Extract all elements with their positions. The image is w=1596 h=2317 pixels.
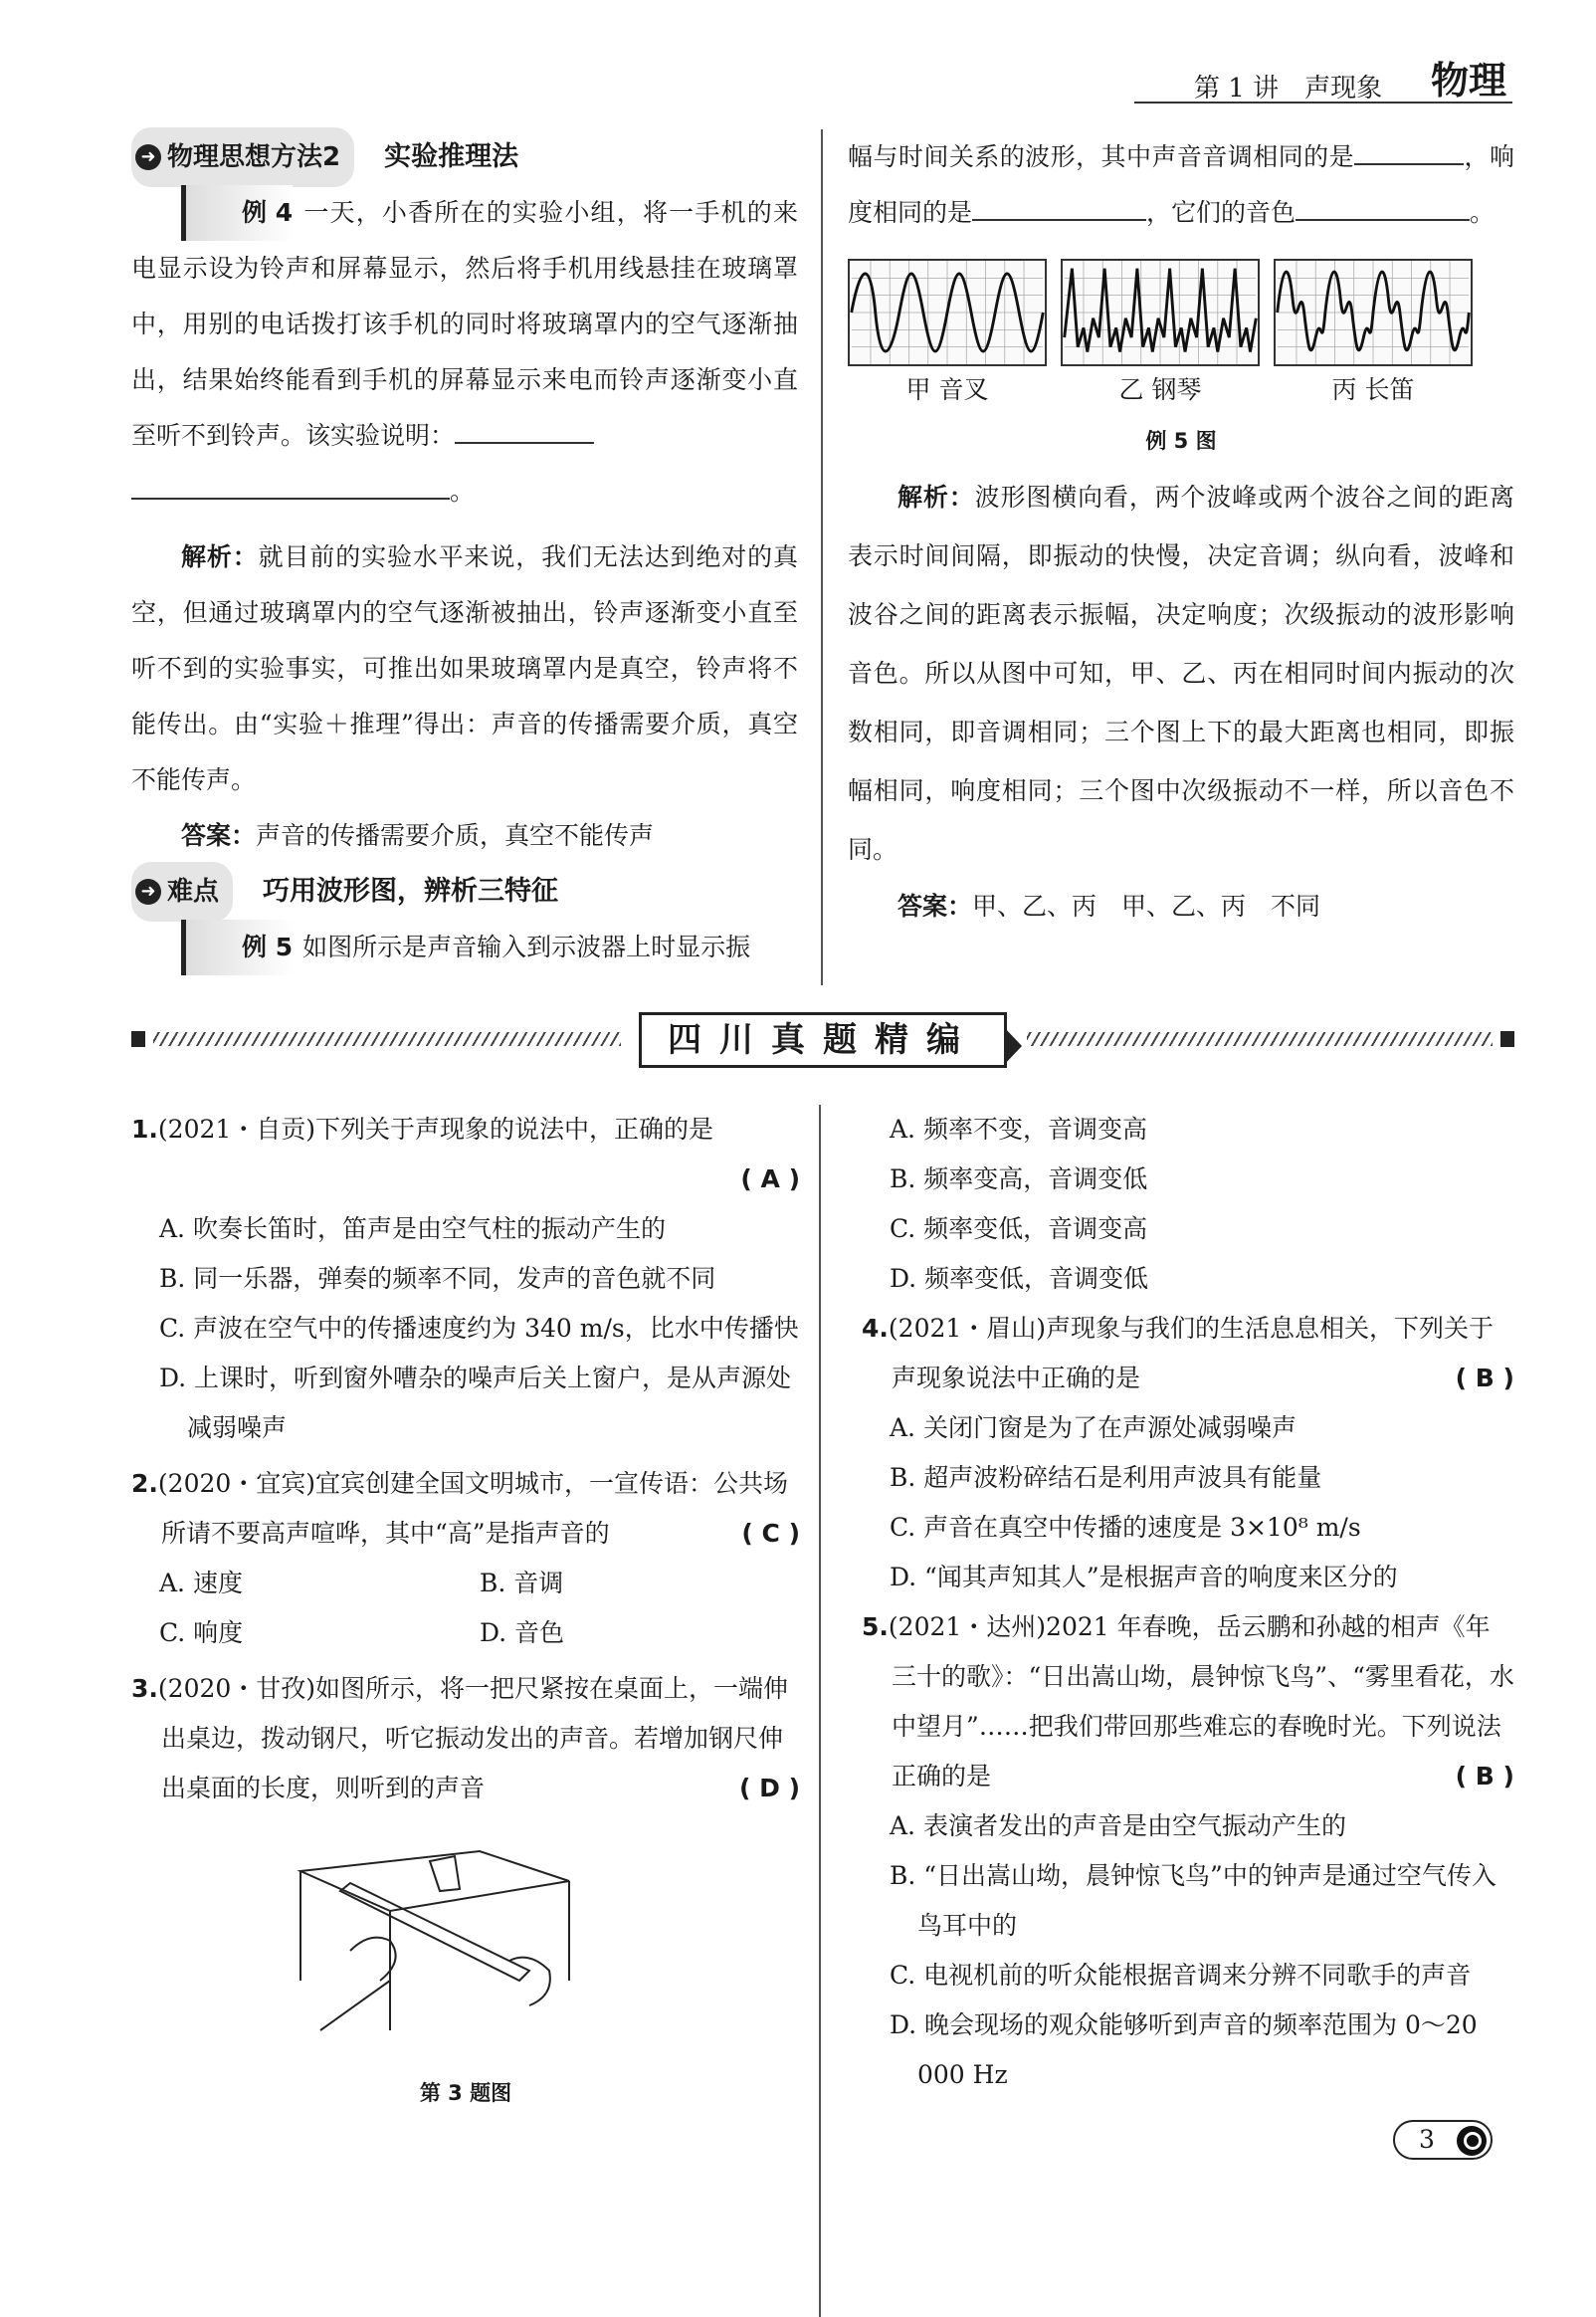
option: D. 频率变低，音调变低 <box>890 1264 1149 1293</box>
column-divider <box>821 129 823 985</box>
difficulty-pill <box>131 862 233 922</box>
question-5-answer: ( B ) <box>1455 1762 1514 1790</box>
question-number: 2. <box>131 1469 158 1498</box>
analysis-label: 解析： <box>898 483 975 512</box>
waveform-chart-3 <box>1274 259 1473 366</box>
waveform-chart-1 <box>848 259 1047 366</box>
header-rule <box>1134 102 1512 104</box>
waveform-label: 丙 长笛 <box>1331 375 1415 404</box>
page-number: 3 <box>1419 2125 1435 2154</box>
question-source: (2020・宜宾) <box>157 1469 316 1498</box>
question-2-answer: ( C ) <box>741 1519 800 1548</box>
questions-right <box>862 1105 1514 2100</box>
question-1 <box>131 1105 800 1155</box>
answer-label: 答案： <box>181 821 257 850</box>
option: C. 电视机前的听众能根据音调来分辨不同歌手的声音 <box>890 1961 1472 1990</box>
method-pill <box>131 127 354 187</box>
timbre-blank <box>1296 196 1470 221</box>
question-number: 1. <box>131 1115 158 1144</box>
section-banner <box>131 1010 1514 1070</box>
question-3 <box>131 1664 800 1813</box>
option: A. 关闭门窗是为了在声源处减弱噪声 <box>890 1413 1297 1442</box>
page-number-badge <box>1393 2120 1493 2160</box>
option: C. 频率变低，音调变高 <box>890 1214 1148 1243</box>
example5-paragraph <box>131 920 798 975</box>
option: B. 音调 <box>480 1569 564 1597</box>
method-title: 实验推理法 <box>384 141 519 172</box>
option: D. “闻其声知其人”是根据声音的响度来区分的 <box>890 1563 1398 1591</box>
question-2 <box>131 1459 800 1559</box>
waveform-figure <box>848 259 1514 414</box>
question-source: (2021・眉山) <box>888 1314 1047 1343</box>
analysis-label: 解析： <box>181 542 259 571</box>
question-3-answer: ( D ) <box>738 1774 800 1802</box>
figure-caption: 例 5 图 <box>1145 429 1217 453</box>
question-stem: 声现象与我们的生活息息相关，下列关于声现象说法中正确的是 <box>892 1314 1495 1392</box>
waveform-label: 乙 钢琴 <box>1118 375 1202 404</box>
option: B. 同一乐器，弹奏的频率不同，发声的音色就不同 <box>159 1264 716 1293</box>
option: A. 表演者发出的声音是由空气振动产生的 <box>890 1811 1346 1840</box>
example4-analysis <box>131 529 798 808</box>
method-section-heading <box>131 129 798 185</box>
banner-zigzag-right <box>1027 1032 1493 1046</box>
example4-tag: 例 4 <box>181 185 293 241</box>
option: D. 晚会现场的观众能够听到声音的频率范围为 0～20 000 Hz <box>890 2010 1478 2089</box>
ruler-on-table-illustration <box>281 1831 579 2040</box>
example5-end: 。 <box>1470 198 1496 227</box>
question-2-options-row-2 <box>131 1608 800 1658</box>
option: A. 频率不变，音调变高 <box>890 1115 1147 1144</box>
answer-text: 声音的传播需要介质，真空不能传声 <box>256 821 655 850</box>
example4-end-line <box>131 464 798 520</box>
option: C. 声音在真空中传播的速度是 3×10⁸ m/s <box>890 1513 1361 1542</box>
pitch-blank <box>1354 140 1464 165</box>
method-pill-label: 物理思想方法2 <box>167 142 341 172</box>
question-source: (2021・达州) <box>888 1612 1047 1641</box>
example4-text: 一天，小香所在的实验小组，将一手机的来电显示设为铃声和屏幕显示，然后将手机用线悬挂在玻璃罩中，用别的电话拨打该手机的同时将玻璃罩内的空气逐渐抽出，结果始终能看到手机的屏幕显示来电而铃声逐渐变小直至听不到铃声。该实验说明： <box>131 198 798 450</box>
example4-answer-blank-2 <box>131 475 450 500</box>
waveform-flute <box>1274 259 1473 414</box>
waveform-chart-2 <box>1061 259 1260 366</box>
answer-text: 甲、乙、丙 甲、乙、丙 不同 <box>972 892 1321 921</box>
example5-text: 如图所示是声音输入到示波器上时显示振 <box>302 933 751 961</box>
banner-square-left <box>131 1031 145 1047</box>
option: B. “日出嵩山坳，晨钟惊飞鸟”中的钟声是通过空气传入鸟耳中的 <box>890 1861 1496 1940</box>
banner-zigzag-left <box>153 1032 621 1046</box>
question-5 <box>862 1602 1514 1801</box>
question-4 <box>862 1304 1514 1403</box>
figure-caption: 第 3 题图 <box>419 2081 512 2105</box>
left-column <box>131 129 798 975</box>
waveform-label: 甲 音叉 <box>905 375 989 404</box>
magnifier-icon <box>1457 2126 1487 2156</box>
right-column <box>848 129 1514 935</box>
question-source: (2020・甘孜) <box>157 1674 316 1703</box>
question-stem: 下列关于声现象的说法中，正确的是 <box>315 1115 714 1144</box>
option: C. 响度 <box>159 1618 244 1647</box>
subject-title: 物理 <box>1430 59 1506 103</box>
difficulty-pill-label: 难点 <box>167 877 220 907</box>
analysis-text: 波形图横向看，两个波峰或两个波谷之间的距离表示时间间隔，即振动的快慢，决定音调；纵向看，波峰和波谷之间的距离表示振幅，决定响度；次级振动的波形影响音色。所以从图中可知，甲、乙、丙在相同时间内振动的次数相同，即音调相同；三个图上下的最大距离也相同，即振幅相同，响度相同；三个图中次级振动不一样，所以音色不同。 <box>848 483 1514 864</box>
example5-text-cont3: 度相同的是 <box>848 198 973 227</box>
banner-title: 四川真题精编 <box>639 1012 1007 1068</box>
example4-paragraph <box>131 185 798 464</box>
arrow-right-icon: ➜ <box>135 879 161 905</box>
example5-text-cont2: ，响 <box>1464 142 1514 171</box>
waveform-piano <box>1061 259 1260 414</box>
option: C. 声波在空气中的传播速度约为 340 m/s，比水中传播快 <box>159 1314 799 1343</box>
option: D. 音色 <box>480 1618 565 1647</box>
question-2-options-row-1 <box>131 1559 800 1608</box>
question-4-answer: ( B ) <box>1455 1364 1514 1392</box>
example5-answer <box>848 879 1514 935</box>
answer-label: 答案： <box>898 892 973 921</box>
lecture-title: 第 1 讲 声现象 <box>1194 74 1383 104</box>
example5-text-cont1: 幅与时间关系的波形，其中声音音调相同的是 <box>848 142 1355 171</box>
waveform-tuning-fork <box>848 259 1047 414</box>
difficulty-title: 巧用波形图，辨析三特征 <box>263 876 559 907</box>
question-column-divider <box>819 1105 821 2317</box>
question-number: 4. <box>862 1314 889 1343</box>
question-stem: 宜宾创建全国文明城市，一宣传语：公共场所请不要高声喧哗，其中“高”是指声音的 <box>161 1469 789 1548</box>
example5-tag: 例 5 <box>181 920 293 975</box>
example4-end-mark: 。 <box>450 477 476 506</box>
option: A. 吹奏长笛时，笛声是由空气柱的振动产生的 <box>159 1214 666 1243</box>
question-stem: 2021 年春晚，岳云鹏和孙越的相声《年三十的歌》：“日出嵩山坳，晨钟惊飞鸟”、“雾里看花，水中望月”……把我们带回那些难忘的春晚时光。下列说法正确的是 <box>892 1612 1514 1790</box>
option: A. 速度 <box>159 1569 243 1597</box>
example4-answer-blank <box>455 419 594 444</box>
banner-square-right <box>1500 1031 1514 1047</box>
difficulty-section-heading <box>131 864 798 920</box>
question-number: 3. <box>131 1674 158 1703</box>
example5-cont <box>848 129 1514 241</box>
question-source: (2021・自贡) <box>157 1115 316 1144</box>
option: D. 上课时，听到窗外嘈杂的噪声后关上窗户，是从声源处减弱噪声 <box>159 1364 792 1442</box>
question-stem: 如图所示，将一把尺紧按在桌面上，一端伸出桌边，拨动钢尺，听它振动发出的声音。若增加钢尺伸出桌面的长度，则听到的声音 <box>161 1674 789 1802</box>
analysis-text: 就目前的实验水平来说，我们无法达到绝对的真空，但通过玻璃罩内的空气逐渐被抽出，铃声逐渐变小直至听不到的实验事实，可推出如果玻璃罩内是真空，铃声将不能传出。由“实验＋推理”得出：声音的传播需要介质，真空不能传声。 <box>131 542 798 794</box>
question-1-answer: ( A ) <box>740 1164 800 1193</box>
option: B. 频率变高，音调变低 <box>890 1164 1148 1193</box>
example5-analysis <box>848 468 1514 879</box>
example4-answer <box>131 808 798 864</box>
arrow-right-icon: ➜ <box>135 144 161 170</box>
loudness-blank <box>972 196 1146 221</box>
questions-left <box>131 1105 800 2115</box>
option: B. 超声波粉碎结石是利用声波具有能量 <box>890 1463 1322 1492</box>
example5-text-cont4: ，它们的音色 <box>1146 198 1297 227</box>
page-header <box>1134 40 1512 104</box>
question-number: 5. <box>862 1612 889 1641</box>
